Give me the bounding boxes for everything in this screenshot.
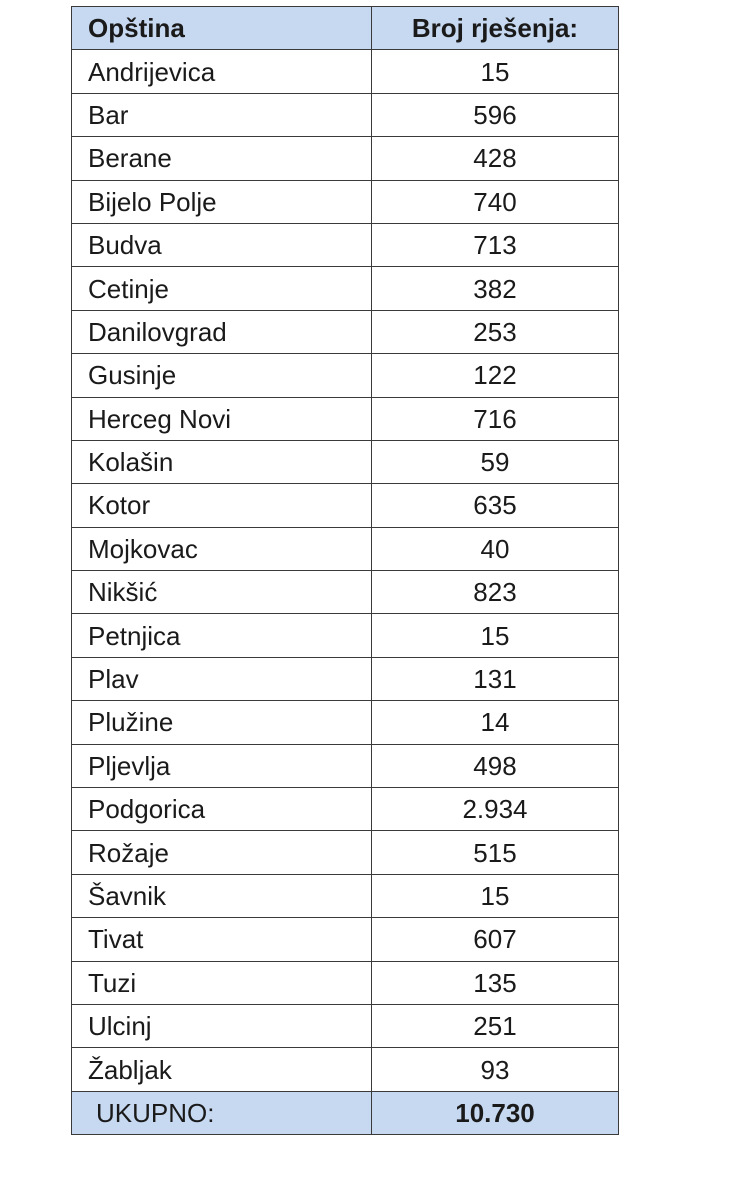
decision-count: 823 — [372, 571, 619, 614]
table-row — [72, 614, 619, 657]
decision-count: 607 — [372, 918, 619, 961]
municipality-name: Cetinje — [72, 267, 372, 310]
municipality-table — [71, 6, 619, 1135]
table-row — [72, 310, 619, 353]
decision-count: 93 — [372, 1048, 619, 1091]
total-value: 10.730 — [372, 1091, 619, 1134]
municipality-name: Andrijevica — [72, 50, 372, 93]
table-row — [72, 744, 619, 787]
decision-count: 2.934 — [372, 788, 619, 831]
table-row — [72, 484, 619, 527]
table-row — [72, 354, 619, 397]
decision-count: 382 — [372, 267, 619, 310]
table-row — [72, 440, 619, 483]
decision-count: 716 — [372, 397, 619, 440]
table-row — [72, 180, 619, 223]
table-row — [72, 267, 619, 310]
decision-count: 251 — [372, 1004, 619, 1047]
decision-count: 122 — [372, 354, 619, 397]
decision-count: 740 — [372, 180, 619, 223]
municipality-name: Petnjica — [72, 614, 372, 657]
municipality-name: Rožaje — [72, 831, 372, 874]
column-header-municipality: Opština — [72, 7, 372, 50]
table-row — [72, 93, 619, 136]
municipality-name: Kolašin — [72, 440, 372, 483]
municipality-name: Tuzi — [72, 961, 372, 1004]
decision-count: 713 — [372, 223, 619, 266]
municipality-name: Podgorica — [72, 788, 372, 831]
municipality-name: Žabljak — [72, 1048, 372, 1091]
table-row — [72, 657, 619, 700]
municipality-name: Budva — [72, 223, 372, 266]
table-row — [72, 1004, 619, 1047]
table-row — [72, 223, 619, 266]
table-row — [72, 788, 619, 831]
municipality-name: Danilovgrad — [72, 310, 372, 353]
decision-count: 15 — [372, 614, 619, 657]
table-header-row — [72, 7, 619, 50]
municipality-name: Kotor — [72, 484, 372, 527]
table-row — [72, 701, 619, 744]
table-row — [72, 527, 619, 570]
municipality-name: Berane — [72, 137, 372, 180]
table-row — [72, 571, 619, 614]
municipality-name: Mojkovac — [72, 527, 372, 570]
municipality-name: Bijelo Polje — [72, 180, 372, 223]
municipality-name: Gusinje — [72, 354, 372, 397]
table-row — [72, 50, 619, 93]
table-row — [72, 918, 619, 961]
municipality-name: Bar — [72, 93, 372, 136]
municipality-name: Plav — [72, 657, 372, 700]
table-body — [72, 50, 619, 1091]
column-header-count: Broj rješenja: — [372, 7, 619, 50]
decision-count: 498 — [372, 744, 619, 787]
table-row — [72, 874, 619, 917]
decision-count: 131 — [372, 657, 619, 700]
decision-count: 253 — [372, 310, 619, 353]
municipality-name: Herceg Novi — [72, 397, 372, 440]
municipality-name: Plužine — [72, 701, 372, 744]
decision-count: 15 — [372, 50, 619, 93]
table-row — [72, 831, 619, 874]
decision-count: 515 — [372, 831, 619, 874]
table-row — [72, 961, 619, 1004]
municipality-name: Ulcinj — [72, 1004, 372, 1047]
decision-count: 14 — [372, 701, 619, 744]
total-label: UKUPNO: — [72, 1091, 372, 1134]
table-row — [72, 1048, 619, 1091]
decision-count: 428 — [372, 137, 619, 180]
municipality-name: Šavnik — [72, 874, 372, 917]
total-row — [72, 1091, 619, 1134]
table-row — [72, 137, 619, 180]
decision-count: 635 — [372, 484, 619, 527]
decision-count: 596 — [372, 93, 619, 136]
decision-count: 59 — [372, 440, 619, 483]
decision-count: 40 — [372, 527, 619, 570]
decision-count: 135 — [372, 961, 619, 1004]
municipality-name: Pljevlja — [72, 744, 372, 787]
municipality-name: Tivat — [72, 918, 372, 961]
municipality-name: Nikšić — [72, 571, 372, 614]
table-row — [72, 397, 619, 440]
decision-count: 15 — [372, 874, 619, 917]
